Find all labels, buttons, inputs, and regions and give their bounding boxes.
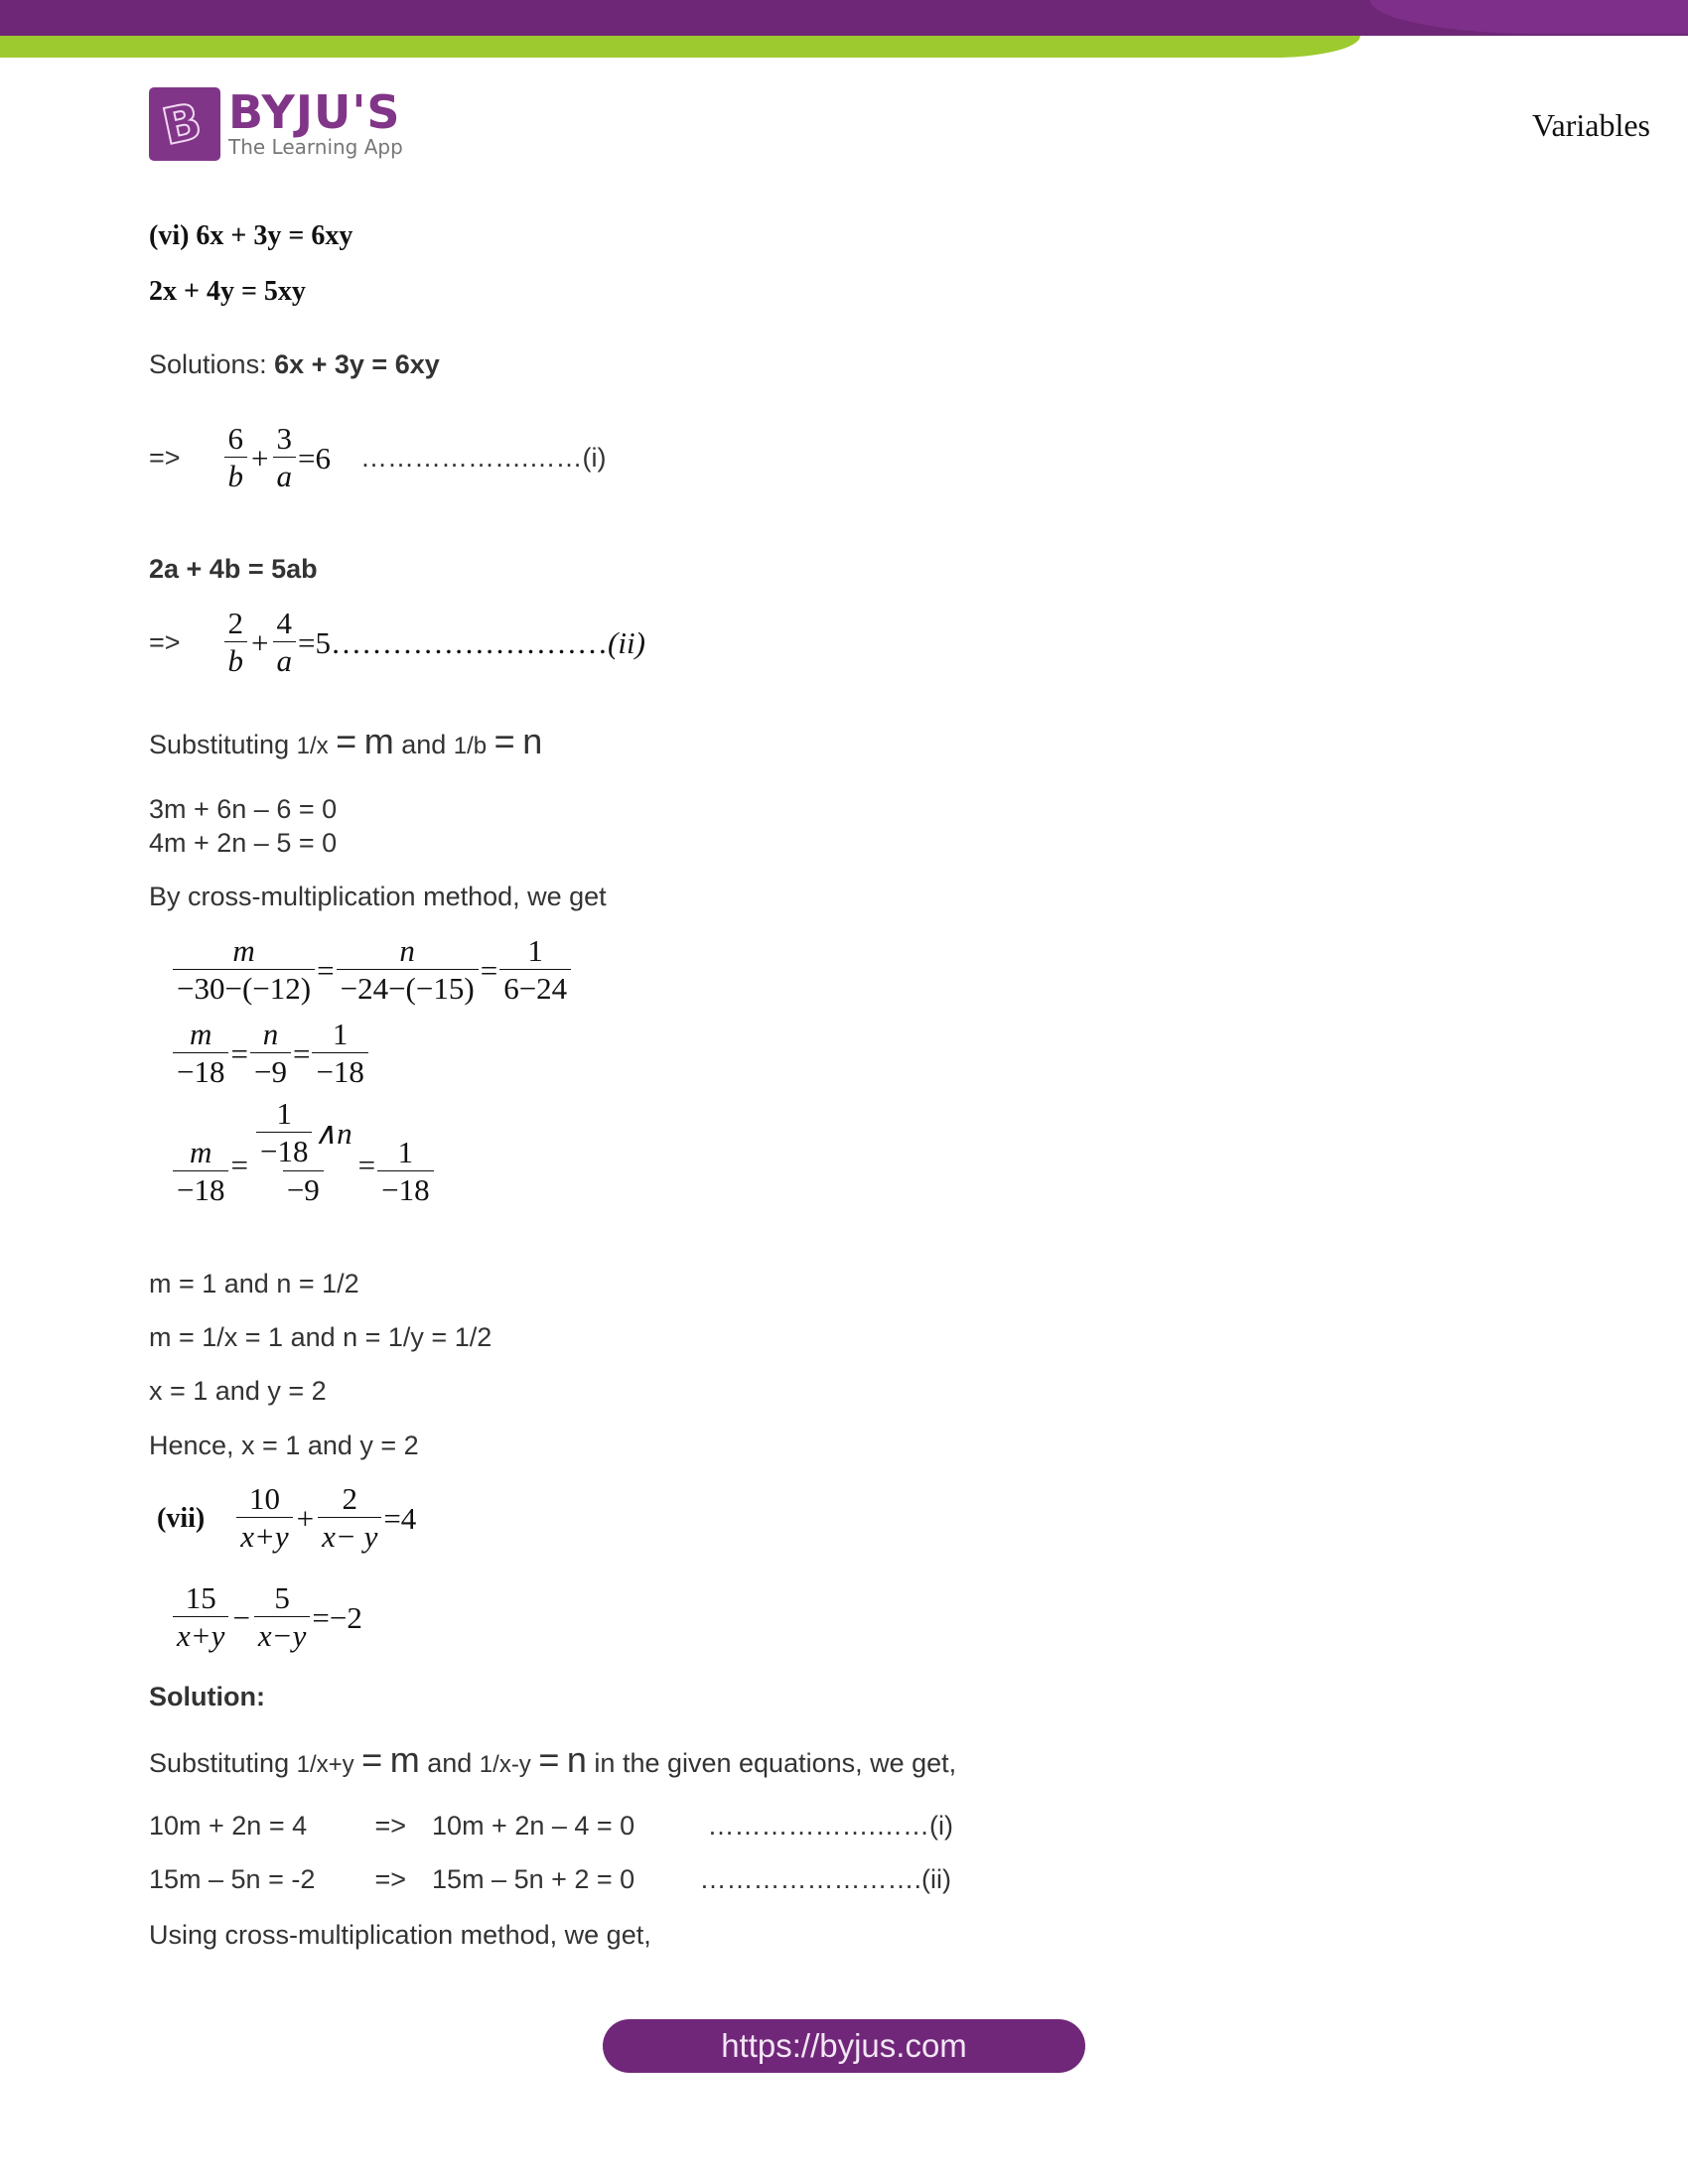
brand-logo <box>149 87 403 161</box>
header-band-green <box>0 36 1360 58</box>
linear-eq-2: 4m + 2n – 5 = 0 <box>149 828 338 858</box>
solutions-line: Solutions: 6x + 3y = 6xy <box>149 349 440 379</box>
equation-row-ii: 15m – 5n = -2 => 15m – 5n + 2 = 0 …………………….(ii) <box>149 1864 952 1894</box>
result-xy-derivation: m = 1/x = 1 and n = 1/y = 1/2 <box>149 1322 492 1352</box>
result-hence: Hence, x = 1 and y = 2 <box>149 1431 419 1460</box>
substitution-line: Substituting 1/x = m and 1/b = n <box>149 721 543 761</box>
cross-step-2: $\frac{m}{-18}$ = $\frac{n}{-9}$ = $\frac{1}{-18}$ <box>171 1017 370 1091</box>
cross-step-1: $\frac{m}{-30-(-12)}$ = $\frac{n}{-24-(-15)}$ = $\frac{1}{6-24}$ <box>171 933 573 1008</box>
equation-2a4b: 2a + 4b = 5ab <box>149 554 318 584</box>
brand-tagline: The Learning App <box>228 135 403 159</box>
result-mn: m = 1 and n = 1/2 <box>149 1269 359 1298</box>
solution-heading: Solution: <box>149 1682 265 1711</box>
brand-name: BYJU'S <box>228 85 401 139</box>
cross-multiplication-intro-vii: Using cross-multiplication method, we get, <box>149 1920 651 1950</box>
question-vi-label: (vi) 6x + 3y = 6xy <box>149 220 353 251</box>
substitution-line-vii: Substituting 1/x+y = m and 1/x-y = n in the given equations, we get, <box>149 1739 957 1780</box>
chapter-title: Variables <box>1531 107 1650 143</box>
question-vii-eq1: (vii) $\frac{10}{x+y}$ + $\frac{2}{x- y}$ =4 <box>157 1481 417 1554</box>
linear-eq-1: 3m + 6n – 6 = 0 <box>149 794 338 824</box>
cross-step-3: $\frac{m}{-18}$ = $\frac{1}{-18}$ ∧n −9 = $\frac{1}{-18}$ <box>171 1096 436 1209</box>
website-link[interactable]: https://byjus.com <box>603 2019 1085 2073</box>
question-vi-eq2: 2x + 4y = 5xy <box>149 276 306 307</box>
result-xy: x = 1 and y = 2 <box>149 1376 327 1406</box>
equation-ii: => $\frac{2}{b}$ + $\frac{4}{a}$ =5……………………… (ii) <box>149 606 645 678</box>
equation-i: => $\frac{6}{b}$ + $\frac{3}{a}$ =6 ……………….……(i) <box>149 421 607 493</box>
question-vii-eq2: $\frac{15}{x+y}$ − $\frac{5}{x-y}$ =−2 <box>171 1580 362 1655</box>
logo-b-icon: B <box>149 87 220 161</box>
equation-row-i: 10m + 2n = 4 => 10m + 2n – 4 = 0 ……………….……(i) <box>149 1811 954 1841</box>
cross-multiplication-intro: By cross-multiplication method, we get <box>149 882 607 911</box>
